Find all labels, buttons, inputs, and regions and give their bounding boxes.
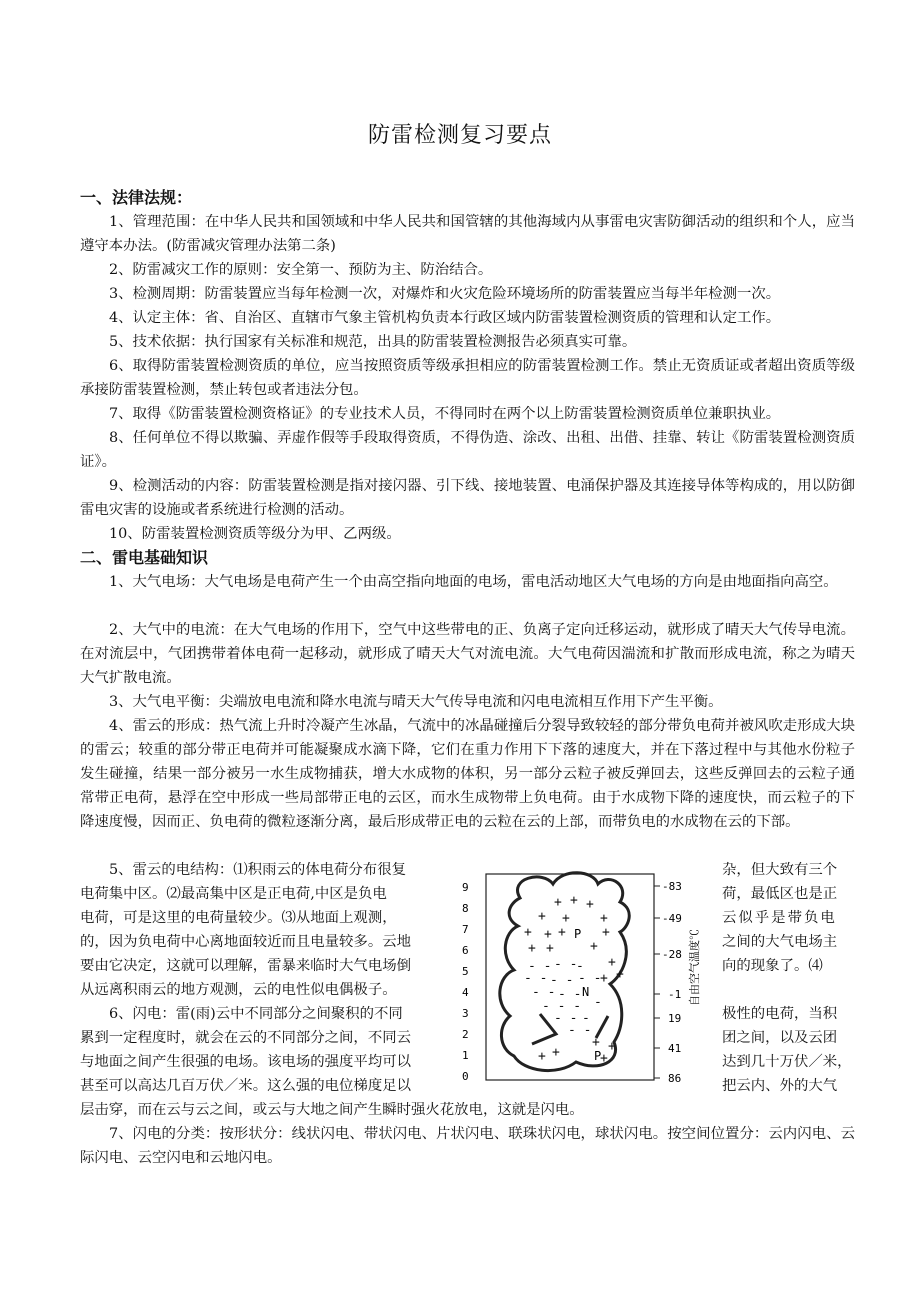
height-tick-label: 0 xyxy=(462,1070,469,1083)
svg-text:-: - xyxy=(582,1011,590,1026)
svg-text:- -: - - xyxy=(532,985,556,1000)
law-item-10: 10、防雷装置检测资质等级分为甲、乙两级。 xyxy=(109,526,401,542)
svg-text:+: + xyxy=(554,895,562,910)
basic-item-7: 7、闪电的分类：按形状分：线状闪电、带状闪电、片状闪电、联珠状闪电，球状闪电。按空间位置分：云内闪电、云际闪电、云空闪电和云地闪电。 xyxy=(80,1126,855,1166)
temperature-axis-label: 自由空气温度℃ xyxy=(688,929,701,1006)
item5-right-line-2: 荷，最低区也是正 xyxy=(722,886,838,902)
temperature-tick-label: -83 xyxy=(662,880,682,893)
law-item-7: 7、取得《防雷装置检测资格证》的专业技术人员，不得同时在两个以上防雷装置检测资质单位兼职执业。 xyxy=(109,406,781,422)
item6-left-line-4: 甚至可以高达几百万伏／米。这么强的电位梯度足以 xyxy=(80,1078,411,1094)
item6-right-line-1: 极性的电荷，当积 xyxy=(722,1006,838,1022)
law-item-5: 5、技术依据：执行国家有关标准和规范，出具的防雷装置检测报告必须真实可靠。 xyxy=(109,334,637,350)
basic-item-1: 1、大气电场：大气电场是电荷产生一个由高空指向地面的电场，雷电活动地区大气电场的方向是由地面指向高空。 xyxy=(109,574,838,590)
svg-text:-: - xyxy=(576,959,584,974)
height-tick-label: 8 xyxy=(462,902,469,915)
item5-left-line-1: 5、雷云的电结构：⑴积雨云的体电荷分布很复 xyxy=(109,862,406,878)
temperature-tick-label: -28 xyxy=(662,948,682,961)
law-item-1: 1、管理范围：在中华人民共和国领域和中华人民共和国管辖的其他海域内从事雷电灾害防御活动的组织和个人，应当遵守本办法。(防雷减灾管理办法第二条) xyxy=(80,214,855,254)
svg-text:+: + xyxy=(592,1035,600,1050)
svg-text:- -: - - xyxy=(558,987,582,1002)
svg-text:+: + xyxy=(586,897,594,912)
height-tick-label: 9 xyxy=(462,881,469,894)
height-tick-label: 6 xyxy=(462,944,469,957)
svg-text:+: + xyxy=(538,1049,546,1064)
item5-left-line-5: 要由它决定，这就可以理解，雷暴来临时大气电场倒 xyxy=(80,958,411,974)
basic-item-2: 2、大气中的电流：在大气电场的作用下，空气中这些带电的正、负离子定向迁移运动，就形成了晴天大气传导电流。在对流层中，气团携带着体电荷一起移动，就形成了晴天大气对流电流。大气电荷因湍流和扩散而形成电流，称之为晴天大气扩散电流。 xyxy=(80,622,855,686)
svg-text:+: + xyxy=(616,967,624,982)
svg-text:+: + xyxy=(562,911,570,926)
positive-charge-marker: P xyxy=(574,927,582,941)
temperature-tick-label: 86 xyxy=(668,1072,682,1085)
item6-left-line-1: 6、闪电：雷(雨)云中不同部分之间聚积的不同 xyxy=(109,1006,403,1022)
svg-text:+: + xyxy=(608,1039,616,1054)
item5-right-line-1: 杂，但大致有三个 xyxy=(722,862,838,878)
svg-text:+: + xyxy=(546,941,554,956)
svg-text:- -: - - xyxy=(554,1011,578,1026)
item5-right-line-3: 云似乎是带负电 xyxy=(722,910,837,926)
svg-text:+: + xyxy=(558,925,566,940)
temperature-tick-label: -1 xyxy=(668,988,682,1001)
law-item-8: 8、任何单位不得以欺骗、弄虚作假等手段取得资质，不得伪造、涂改、出租、出借、挂靠、转让《防雷装置检测资质证》。 xyxy=(80,430,855,470)
basic-item-3: 3、大气电平衡：尖端放电电流和降水电流与晴天大气传导电流和闪电电流相互作用下产生平衡。 xyxy=(109,694,723,710)
section-heading-lightning: 二、雷电基础知识 xyxy=(80,548,209,567)
svg-text:+: + xyxy=(600,911,608,926)
svg-text:- -: - - xyxy=(554,957,578,972)
page-title: 防雷检测复习要点 xyxy=(367,123,552,148)
svg-text:+: + xyxy=(608,955,616,970)
svg-text:- - -: - - - xyxy=(542,999,582,1014)
item5-left-line-2: 电荷集中区。⑵最高集中区是正电荷,中区是负电 xyxy=(80,886,387,902)
negative-charge-marker: N xyxy=(582,985,590,999)
svg-text:- -: - - xyxy=(578,971,602,986)
law-item-2: 2、防雷减灾工作的原则：安全第一、预防为主、防治结合。 xyxy=(109,262,493,278)
law-item-3: 3、检测周期：防雷装置应当每年检测一次，对爆炸和火灾危险环境场所的防雷装置应当每半年检测一次。 xyxy=(109,286,781,302)
thundercloud-charge-figure xyxy=(458,866,710,1086)
item5-left-line-4: 的，因为负电荷中心离地面较近而且电量较多。云地 xyxy=(80,934,411,950)
item5-right-line-4: 之间的大气电场主 xyxy=(722,934,838,950)
height-tick-label: 7 xyxy=(462,923,469,936)
height-tick-label: 1 xyxy=(462,1049,469,1062)
height-axis-ticks xyxy=(462,881,469,1083)
law-item-4: 4、认定主体：省、自治区、直辖市气象主管机构负责本行政区域内防雷装置检测资质的管理和认定工作。 xyxy=(109,310,781,326)
item6-right-line-3: 达到几十万伏／米， xyxy=(722,1054,852,1070)
item6-left-line-2: 累到一定程度时，就会在云的不同部分之间，不同云 xyxy=(80,1030,411,1046)
height-tick-label: 3 xyxy=(462,1007,469,1020)
item5-left-line-6: 从远离积雨云的地方观测，云的电性似电偶极子。 xyxy=(80,982,397,998)
temperature-tick-label: 41 xyxy=(668,1042,682,1055)
item6-right-line-4: 把云内、外的大气 xyxy=(722,1078,838,1094)
law-item-6: 6、取得防雷装置检测资质的单位，应当按照资质等级承担相应的防雷装置检测工作。禁止无资质证或者超出资质等级承接防雷装置检测，禁止转包或者违法分包。 xyxy=(80,358,855,398)
section-heading-law: 一、法律法规： xyxy=(80,188,193,207)
law-item-9: 9、检测活动的内容：防雷装置检测是指对接闪器、引下线、接地装置、电涌保护器及其连接导体等构成的，用以防御雷电灾害的设施或者系统进行检测的活动。 xyxy=(80,478,855,518)
basic-item-4: 4、雷云的形成：热气流上升时冷凝产生冰晶，气流中的冰晶碰撞后分裂导致较轻的部分带负电荷并被风吹走形成大块的雷云；较重的部分带正电荷并可能凝聚成水滴下降，它们在重力作用下下落的速度大，并在下落过程中与其他水份粒子发生碰撞，结果一部分被另一水生成物捕获，增大水成物的体积，另一部分云粒子被反弹回去，这些反弹回去的云粒子通常带正电荷，悬浮在空中形成一些局部带正电的云区，而水生成物带上负电荷。由于水成物下降的速度快，而云粒子的下降速度慢，因而正、负电荷的微粒逐渐分离，最后形成带正电的云粒在云的上部，而带负电的水成物在云的下部。 xyxy=(80,718,855,830)
svg-text:- -: - - xyxy=(524,971,548,986)
svg-text:-: - xyxy=(594,995,602,1010)
svg-text:- -: - - xyxy=(528,959,552,974)
temperature-tick-label: -49 xyxy=(662,912,682,925)
svg-text:+: + xyxy=(528,941,536,956)
lower-positive-charge-marker: P xyxy=(594,1049,602,1063)
item5-right-line-5: 向的现象了。⑷ xyxy=(722,958,823,974)
svg-text:+: + xyxy=(600,1051,608,1066)
svg-text:+: + xyxy=(552,1045,560,1060)
height-tick-label: 5 xyxy=(462,965,469,978)
item6-end-line: 层击穿，而在云与云之间，或云与大地之间产生瞬时强火花放电，这就是闪电。 xyxy=(80,1102,584,1118)
item6-right-line-2: 团之间，以及云团 xyxy=(722,1030,838,1046)
temperature-tick-label: 19 xyxy=(668,1012,682,1025)
svg-text:+: + xyxy=(570,893,578,908)
svg-text:+: + xyxy=(590,939,598,954)
item5-left-line-3: 电荷，可是这里的电荷量较少。⑶从地面上观测， xyxy=(80,910,397,926)
svg-text:+: + xyxy=(602,925,610,940)
svg-text:+: + xyxy=(600,971,608,986)
svg-text:- -: - - xyxy=(568,1023,592,1038)
svg-text:+: + xyxy=(544,927,552,942)
svg-text:- -: - - xyxy=(550,973,574,988)
svg-text:+: + xyxy=(538,909,546,924)
height-tick-label: 2 xyxy=(462,1028,469,1041)
height-tick-label: 4 xyxy=(462,986,469,999)
item6-left-line-3: 与地面之间产生很强的电场。该电场的强度平均可以 xyxy=(80,1054,411,1070)
svg-text:+: + xyxy=(524,925,532,940)
